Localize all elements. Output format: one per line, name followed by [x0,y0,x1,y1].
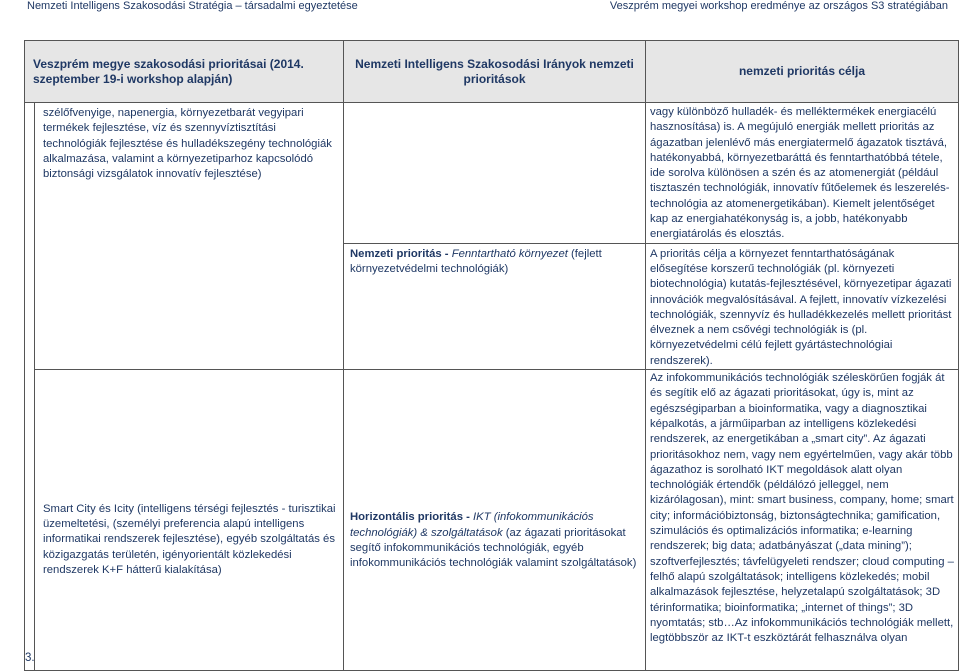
priority-type-label: Horizontális prioritás - [350,511,474,524]
priorities-table [24,40,959,671]
county-priority-smart-city: Smart City és Icity (intelligens térségi fejlesztés - turisztikai üzemeltetési, (személyi preferencia alapú intelligens informatikai rendszerek fejlesztése), egyéb szolgáltatás és közigazgatás területén, igényorientált közlekedési rendszerek K+F hátterű kialakítása) [35,370,344,671]
priority-name: Fenntartható környezet [451,247,568,260]
col-header-priority-goal: nemzeti prioritás célja [646,41,959,103]
national-priority-environment [344,243,646,369]
priority-description: (fejlett környezetvédelmi technológiák) [350,247,602,275]
priority-type-label: Nemzeti prioritás - [350,247,452,260]
row-number: 3. [25,103,35,671]
table-row [25,370,959,671]
page-header-left: Nemzeti Intelligens Szakosodási Stratégia – társadalmi egyeztetése [27,0,358,12]
col-header-national-priorities: Nemzeti Intelligens Szakosodási Irányok nemzeti prioritások [344,41,646,103]
table-row [25,103,959,244]
national-priority-ict [344,370,646,671]
national-priority-empty-cell [344,103,646,244]
priority-name: IKT (infokommunikációs technológiák) & szolgáltatások [350,511,594,539]
county-priority-cell: szélőfvenyige, napenergia, környezetbarát vegyipari termékek fejlesztése, víz és szennyvíztisztítási technológiák fejlesztése és hulladékszegény technológiák alkalmazása, valamint a környezetiparhoz kapcsolódó biztonsági vizsgálatok innovatív fejlesztése) [35,103,344,370]
goal-cell-energy: vagy különböző hulladék- és melléktermékek energiacélú hasznosítása) is. A megújuló energiák mellett prioritás az ágazatban jelenlévő más energiatermelő ágazatok tisztává, hatékonyabbá, környezetbaráttá és fenntarthatóbbá tétele, ide sorolva különösen a szén és az atomenergiát (például tisztaszén technológiák, innovatív fűtőelemek és leszerelés-technológia az atomenergetikában). Kiemelt jelentőséget kap az energiahatékonyság is, a jobb, hatékonyabb energiatárolás és elosztás. [646,103,959,244]
col-header-county-priorities: Veszprém megye szakosodási prioritásai (2014. szeptember 19-i workshop alapján) [25,41,344,103]
table-header-row [25,41,959,103]
priority-description: (az ágazati prioritásokat segítő infokommunikációs technológiák, egyéb infokommunikációs technológiák valamint szolgáltatások) [350,526,637,570]
goal-cell-ict: Az infokommunikációs technológiák széleskörűen fogják át és segítik elő az ágazati prioritásokat, úgy is, mint az egészségiparban a bioinformatika, vagy a diagnosztikai képalkotás, a járműiparban az intelligens közlekedési rendszerek, az energetikában a „smart city”. Az ágazati prioritásokhoz nem, vagy nem egyértelműen, vagy akár több ágazathoz is sorolható IKT megoldások alatt olyan technológiák értendők (példálózó jelleggel, nem kizárólagosan), mint: smart business, company, home; smart city; információbiztonság, biztonságtechnika; gamification, szimulációs és optimalizációs informatika; e-learning rendszerek; big data; adatbányászat („data mining”); szoftverfejlesztés; távfelügyeleti rendszer; cloud computing – felhő alapú szolgáltatások; intelligens közlekedés; mobil alkalmazások fejlesztése, helyzetalapú szolgáltatások; 3D térinformatika; bioinformatika; „internet of things”; 3D nyomtatás; stb…Az infokommunikációs technológiák mellett, legtöbbször az IKT-t eszköztárát felhasználva olyan [646,370,959,671]
goal-cell-environment: A prioritás célja a környezet fenntarthatóságának elősegítése korszerű technológiák (pl. környezeti biotechnológia) kutatás-fejlesztésével, környezetipar ágazati innovációk megvalósításával. A fejlett, innovatív vízkezelési technológiák, szennyvíz és hulladékkezelés mellett prioritást élveznek a nem csővégi technológiák is (pl. környezetvédelmi célú fejlett gyártástechnológiai rendszerek). [646,243,959,369]
page-header-right: Veszprém megyei workshop eredménye az országos S3 stratégiában [609,0,948,12]
